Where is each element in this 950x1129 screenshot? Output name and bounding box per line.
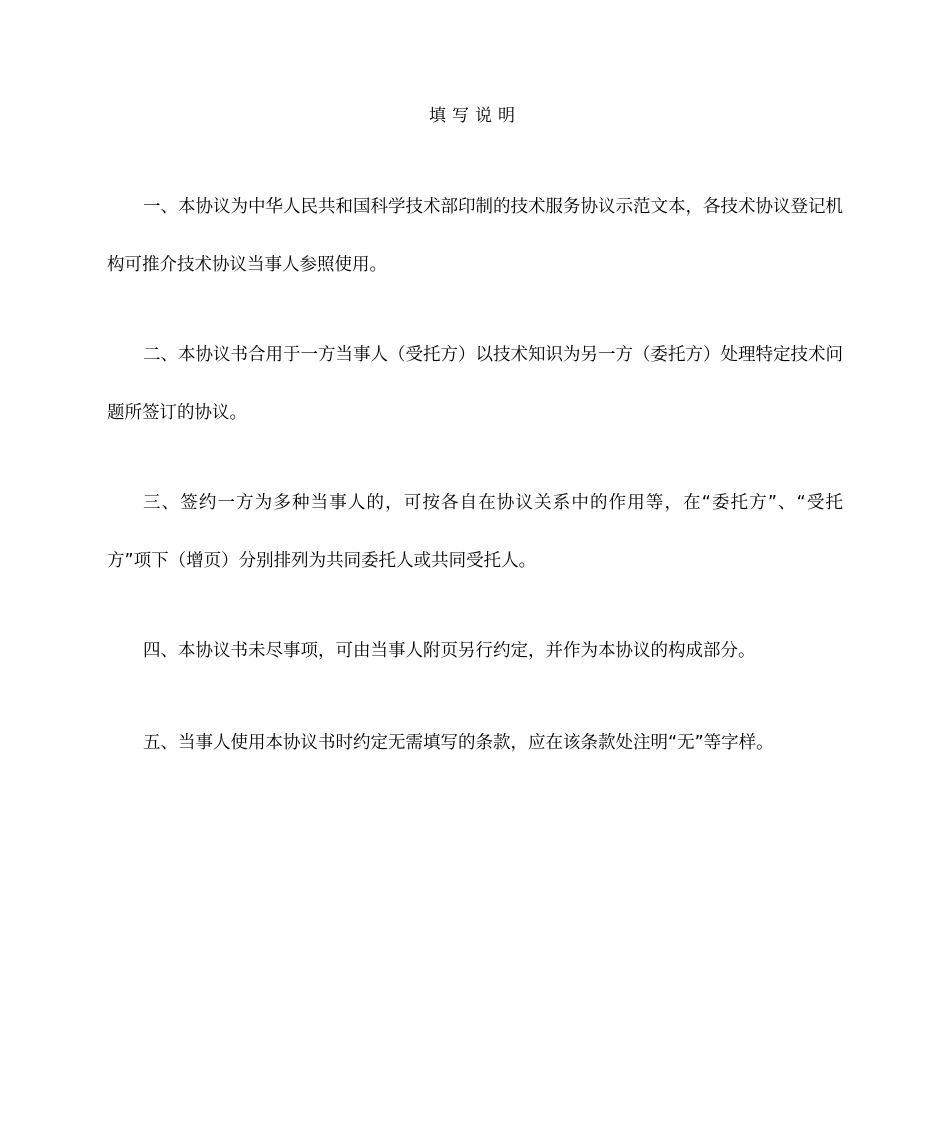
instruction-paragraph-2: 二、本协议书合用于一方当事人（受托方）以技术知识为另一方（委托方）处理特定技术问题所签订的协议。 xyxy=(107,345,843,423)
instruction-paragraph-3: 三、签约一方为多种当事人的，可按各自在协议关系中的作用等，在“委托方”、“受托方”项下（增页）分别排列为共同委托人或共同受托人。 xyxy=(107,493,843,571)
document-title: 填写说明 xyxy=(429,106,521,126)
instruction-paragraph-1: 一、本协议为中华人民共和国科学技术部印制的技术服务协议示范文本，各技术协议登记机构可推介技术协议当事人参照使用。 xyxy=(107,197,843,275)
instruction-paragraph-5: 五、当事人使用本协议书时约定无需填写的条款，应在该条款处注明“无”等字样。 xyxy=(143,733,774,753)
instruction-paragraph-4: 四、本协议书未尽事项，可由当事人附页另行约定，并作为本协议的构成部分。 xyxy=(143,641,756,661)
